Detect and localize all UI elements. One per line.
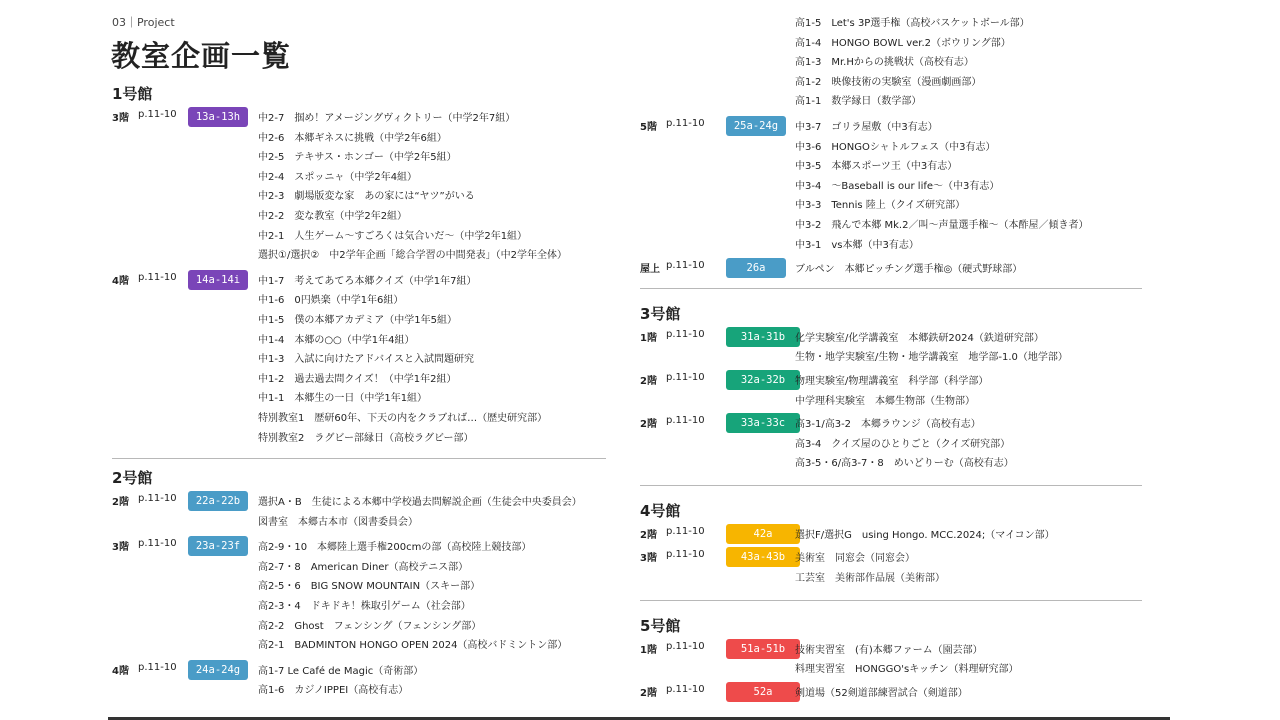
room-badge: 43a-43b [726, 547, 800, 567]
list-item [112, 289, 606, 309]
list-item [112, 127, 606, 147]
floor-label: 4階 [112, 665, 129, 677]
spacer [640, 278, 1142, 288]
building-heading: 3号館 [640, 304, 681, 323]
room-item: 中1-7 考えてあてろ本郷クイズ（中学1年7組） [258, 275, 477, 287]
room-item: 中3-5 本郷スポーツ王（中3有志） [795, 161, 958, 173]
floor-label: 1階 [640, 332, 657, 344]
room-item: 高2-9・10 本郷陸上選手権200cmの部（高校陸上競技部） [258, 542, 532, 554]
room-item: 中2-1 人生ゲーム～すごろくは気合いだ～（中学2年1組） [258, 230, 528, 242]
list-item [112, 615, 606, 635]
list-item [112, 660, 606, 680]
page-reference: p.11-10 [138, 109, 177, 120]
list-item [640, 452, 1142, 472]
room-item: 高2-3・4 ドキドキ！株取引ゲーム（社会部） [258, 601, 471, 613]
room-item: 高1-1 数学縁日（数学部） [795, 96, 922, 108]
floor-label: 3階 [112, 542, 129, 554]
building-heading: 5号館 [640, 616, 681, 635]
room-item: 中1-5 僕の本郷アカデミア（中学1年5組） [258, 314, 457, 326]
room-badge: 33a-33c [726, 413, 800, 433]
list-item [112, 205, 606, 225]
list-item [112, 595, 606, 615]
room-item: 高1-7 Le Café de Magic（奇術部） [258, 665, 424, 677]
room-badge: 13a-13h [188, 107, 248, 127]
room-item: 特別教室1 歴研60年、下天の内をクラブれば…（歴史研究部） [258, 412, 548, 424]
room-item: 中1-2 過去過去問クイズ！（中学1年2組） [258, 373, 457, 385]
floor-label: 2階 [640, 529, 657, 541]
list-item [640, 12, 1142, 32]
floor-label: 2階 [640, 419, 657, 431]
page-reference: p.11-10 [666, 328, 705, 340]
list-item [112, 536, 606, 556]
room-item: 中3-6 HONGOシャトルフェス（中3有志） [795, 141, 996, 153]
room-item: 高1-3 Mr.Hからの挑戦状（高校有志） [795, 57, 974, 69]
list-item [640, 234, 1142, 254]
list-item [640, 194, 1142, 214]
list-item [112, 511, 606, 531]
list-item [112, 368, 606, 388]
room-item: 中3-2 飛んで本郷 Mk.2／叫～声量選手権～（本酢屋／傾き者） [795, 219, 1089, 231]
list-item [640, 682, 1142, 702]
room-item: 技術実習室 (有)本郷ファーム（園芸部） [795, 644, 983, 656]
list-item [640, 32, 1142, 52]
room-item: 中3-3 Tennis 陸上（クイズ研究部） [795, 200, 966, 212]
floor-label: 2階 [640, 375, 657, 387]
room-item: 料理実習室 HONGGO'sキッチン（料理研究部） [795, 664, 1019, 676]
list-item [640, 547, 1142, 567]
room-badge: 23a-23f [188, 536, 248, 556]
spacer [640, 486, 1142, 501]
spacer [112, 446, 606, 458]
list-item [112, 309, 606, 329]
list-item [640, 90, 1142, 110]
list-item [112, 329, 606, 349]
list-item [640, 175, 1142, 195]
list-item [112, 107, 606, 127]
room-item: 中1-3 入試に向けたアドバイスと入試問題研究 [258, 354, 475, 366]
room-item: 高1-4 HONGO BOWL ver.2（ボウリング部） [795, 37, 1011, 49]
floor-label: 2階 [112, 497, 129, 509]
spacer [640, 601, 1142, 616]
room-item: 中2-4 スポッニャ（中学2年4組） [258, 171, 418, 183]
room-badge: 52a [726, 682, 800, 702]
list-item [640, 413, 1142, 433]
room-item: 中学理科実験室 本郷生物部（生物部） [795, 395, 975, 407]
page-reference: p.11-10 [138, 661, 177, 673]
room-badge: 32a-32b [726, 370, 800, 390]
room-item: 中2-3 劇場版変な家 あの家には“ヤツ”がいる [258, 191, 475, 203]
left-column [112, 84, 606, 699]
room-item: 特別教室2 ラグビー部縁日（高校ラグビー部） [258, 432, 474, 444]
list-item [640, 136, 1142, 156]
room-item: 中2-7 掴め！アメージングヴィクトリー（中学2年7組） [258, 113, 516, 124]
list-item [112, 348, 606, 368]
list-item [640, 567, 1142, 587]
room-item: 選択①/選択② 中2学年企画「総合学習の中間発表」（中2学年全体） [258, 250, 568, 262]
page-reference: p.11-10 [666, 525, 705, 537]
room-item: 高2-1 BADMINTON HONGO OPEN 2024（高校バドミントン部） [258, 640, 568, 652]
room-item: 工芸室 美術部作品展（美術部） [795, 573, 945, 585]
room-item: ブルペン 本郷ピッチング選手権◎（硬式野球部） [795, 264, 1023, 276]
floor-label: 4階 [112, 275, 129, 287]
room-item: 高2-2 Ghost フェンシング（フェンシング部） [258, 620, 482, 632]
room-item: 高1-5 Let's 3P選手権（高校バスケットボール部） [795, 18, 1030, 29]
page-reference: p.11-10 [666, 683, 705, 695]
page-reference: p.11-10 [138, 538, 177, 550]
spacer [640, 289, 1142, 304]
list-item [640, 524, 1142, 544]
list-item [640, 433, 1142, 453]
page-reference: p.11-10 [138, 271, 177, 283]
page-reference: p.11-10 [138, 493, 177, 505]
floor-label: 1階 [640, 644, 657, 656]
page-reference: p.11-10 [666, 415, 705, 427]
page-reference: p.11-10 [666, 117, 705, 129]
list-item [112, 427, 606, 447]
page-title: 教室企画一覧 [111, 39, 292, 73]
floor-label: 3階 [112, 113, 129, 124]
spacer [640, 472, 1142, 485]
room-item: 高1-6 カジノIPPEI（高校有志） [258, 685, 409, 697]
room-item: 中2-5 テキサス・ホンゴー（中学2年5組） [258, 152, 457, 164]
breadcrumb: 03｜Project [112, 16, 175, 29]
list-item [640, 639, 1142, 659]
list-item [112, 270, 606, 290]
list-item [112, 225, 606, 245]
room-badge: 24a-24g [188, 660, 248, 680]
page-reference: p.11-10 [666, 371, 705, 383]
list-item [112, 491, 606, 511]
list-item [112, 387, 606, 407]
list-item [640, 327, 1142, 347]
room-item: 化学実験室/化学講義室 本郷鉄研2024（鉄道研究部） [795, 332, 1044, 344]
room-item: 高3-1/高3-2 本郷ラウンジ（高校有志） [795, 419, 981, 431]
room-item: 物理実験室/物理講義室 科学部（科学部） [795, 375, 989, 387]
list-item [640, 658, 1142, 678]
list-item [112, 244, 606, 264]
room-item: 選択F/選択G using Hongo. MCC.2024;（マイコン部） [795, 529, 1055, 541]
list-item [112, 679, 606, 699]
room-badge: 22a-22b [188, 491, 248, 511]
list-item [640, 71, 1142, 91]
room-item: 中1-6 0円娯楽（中学1年6組） [258, 295, 404, 307]
list-item [112, 407, 606, 427]
page-reference: p.11-10 [666, 640, 705, 652]
room-item: 高2-5・6 BIG SNOW MOUNTAIN（スキー部） [258, 581, 481, 593]
list-item [112, 556, 606, 576]
page-reference: p.11-10 [666, 260, 705, 272]
room-item: 中1-1 本郷生の一日（中学1年1組） [258, 393, 428, 405]
room-item: 図書室 本郷古本市（図書委員会） [258, 516, 418, 528]
list-item [640, 258, 1142, 278]
list-item [640, 214, 1142, 234]
floor-label: 2階 [640, 687, 657, 699]
list-item [112, 146, 606, 166]
spacer [112, 459, 606, 468]
spacer [640, 587, 1142, 600]
room-item: 選択A・B 生徒による本郷中学校過去問解説企画（生徒会中央委員会） [258, 497, 582, 509]
room-badge: 42a [726, 524, 800, 544]
list-item [640, 116, 1142, 136]
list-item [640, 346, 1142, 366]
right-column [640, 12, 1142, 701]
page-reference: p.11-10 [666, 549, 705, 561]
list-item [112, 634, 606, 654]
list-item [640, 51, 1142, 71]
list-item [112, 185, 606, 205]
building-heading: 2号館 [112, 469, 153, 488]
room-badge: 26a [726, 258, 786, 278]
room-item: 中1-4 本郷の○○（中学1年4組） [258, 334, 415, 346]
room-item: 中2-2 変な教室（中学2年2組） [258, 210, 408, 222]
room-badge: 14a-14i [188, 270, 248, 290]
room-item: 剣道場（52剣道部練習試合（剣道部） [795, 687, 968, 699]
room-item: 中3-1 vs本郷（中3有志） [795, 239, 919, 251]
room-item: 中3-4 ～Baseball is our life～（中3有志） [795, 180, 1000, 192]
room-item: 高3-5・6/高3-7・8 めいどりーむ（高校有志） [795, 458, 1014, 470]
room-item: 生物・地学実験室/生物・地学講義室 地学部-1.0（地学部） [795, 352, 1068, 364]
list-item [112, 575, 606, 595]
list-item [640, 370, 1142, 390]
room-badge: 31a-31b [726, 327, 800, 347]
room-badge: 51a-51b [726, 639, 800, 659]
room-item: 高1-2 映像技術の実験室（漫画劇画部） [795, 76, 982, 88]
floor-label: 屋上 [640, 264, 660, 276]
building-heading: 4号館 [640, 501, 681, 520]
floor-label: 5階 [640, 121, 657, 133]
room-item: 中2-6 本郷ギネスに挑戦（中学2年6組） [258, 132, 447, 144]
floor-label: 3階 [640, 553, 657, 565]
list-item [640, 155, 1142, 175]
building-heading: 1号館 [112, 85, 153, 103]
list-item [640, 390, 1142, 410]
list-item [112, 166, 606, 186]
room-item: 中3-7 ゴリラ屋敷（中3有志） [795, 121, 938, 133]
room-item: 高3-4 クイズ屋のひとりごと（クイズ研究部） [795, 438, 1011, 450]
room-badge: 25a-24g [726, 116, 786, 136]
room-item: 高2-7・8 American Diner（高校テニス部） [258, 561, 469, 573]
room-item: 美術室 同窓会（同窓会） [795, 553, 915, 565]
